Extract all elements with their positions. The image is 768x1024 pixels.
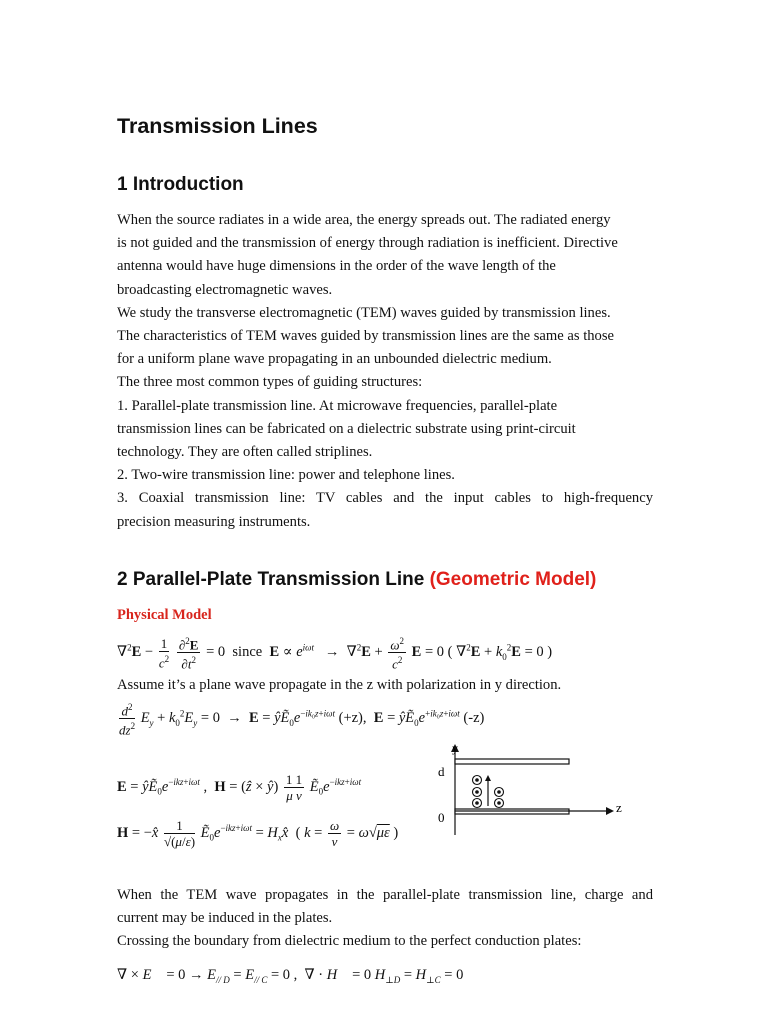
text-line: 1. Parallel-plate transmission line. At microwave frequencies, parallel-plate: [117, 397, 558, 414]
assumption-text: Assume it’s a plane wave propagate in the z with polarization in y direction.: [117, 677, 562, 693]
text-line: The characteristics of TEM waves guided by transmission lines are the same as those: [117, 328, 614, 345]
page-title: Transmission Lines: [117, 114, 318, 138]
introduction-paragraph: [117, 209, 653, 534]
d-label: d: [438, 764, 445, 779]
z-axis-label: z: [616, 800, 622, 815]
text-line: transmission lines can be fabricated on a dielectric substrate using print-circuit: [117, 420, 576, 437]
y-axis-label: y: [452, 742, 458, 755]
boundary-condition-equation: ∇ × E⃗ = $0 \to E_{// D} = E_{// C} = 0$ , ∇ · H⃗ = 0 $H_{\perp D} = H_{\perp C} = 0$: [117, 967, 464, 985]
text-line: When the TEM wave propagates in the parallel-plate transmission line, charge and: [117, 887, 653, 903]
section-heading-introduction: 1 Introduction: [117, 174, 244, 195]
physical-model-subheading: Physical Model: [117, 607, 212, 623]
text-line: current may be induced in the plates.: [117, 910, 333, 927]
heading-text: 2 Parallel-Plate Transmission Line: [117, 569, 425, 590]
plus-z-label: (+z),: [338, 710, 367, 727]
section-heading-parallel-plate: [117, 569, 596, 591]
h-field-equation: H = −x̂ $\frac{1}{√(\mu/\varepsilon)}$ $Ẽ_0e^{-ikz+i\omega t}$ = $H_xx̂$ ( k = $\frac{\omega}{v}$ = ω√με ): [117, 818, 399, 849]
text-line: is not guided and the transmission of energy through radiation is inefficient. Directive: [117, 235, 618, 252]
tem-paragraph: [117, 884, 653, 954]
parallel-plate-diagram: [430, 742, 635, 838]
text-line: precision measuring instruments.: [117, 513, 311, 530]
z-axis-arrowhead: [606, 807, 614, 815]
e-field-arrowhead: [485, 775, 491, 781]
text-line: antenna would have huge dimensions in the order of the wave length of the: [117, 258, 556, 275]
text-line: Crossing the boundary from dielectric medium to the perfect conduction plates:: [117, 933, 582, 950]
text-line: The three most common types of guiding structures:: [117, 374, 423, 391]
text-line: broadcasting electromagnetic waves.: [117, 281, 333, 298]
helmholtz-equation: $\frac{d^2}{dz^2}$ $E_y + k_0^2E_y = 0 \to E$ = $ŷẼ_0e^{-ik_0z+i\omega t}$ (+z), $E = ŷẼ_0e^{+ik_0z+i\omega t}$ (-z): [119, 702, 485, 738]
zero-label: 0: [438, 810, 445, 825]
since-word: since: [232, 644, 263, 661]
text-line: When the source radiates in a wide area, the energy spreads out. The radiated energy: [117, 212, 611, 228]
wave-equation: ∇$^2$E − $\frac{1}{c^2}$ $\frac{\partial^2E}{\partial t^2}$ = 0 since $E \propto e^{i\omega t} \to \nabla^2E$ + $\frac{\omega^2}{c^2}$ E = 0 ( $\nabla^2E + k_0^2E = 0$ ): [117, 635, 553, 672]
field-equation-e-h: $E = ŷẼ_0e^{-ikz+i\omega t}$ , H = (ẑ × ŷ) $\frac{1 1}{\text{μ v}}$ $Ẽ_0e^{-ikz+i\omega t}$: [117, 772, 362, 803]
text-line: for a uniform plane wave propagating in an unbounded dielectric medium.: [117, 351, 552, 368]
text-line: 3. Coaxial transmission line: TV cables and the input cables to high-frequency: [117, 490, 653, 507]
text-line: technology. They are often called striplines.: [117, 444, 373, 461]
heading-highlight: (Geometric Model): [429, 569, 597, 590]
text-line: We study the transverse electromagnetic (TEM) waves guided by transmission lines.: [117, 304, 611, 321]
text-line: 2. Two-wire transmission line: power and telephone lines.: [117, 467, 455, 484]
top-plate: [455, 759, 569, 764]
minus-z-label: (-z): [463, 710, 485, 727]
